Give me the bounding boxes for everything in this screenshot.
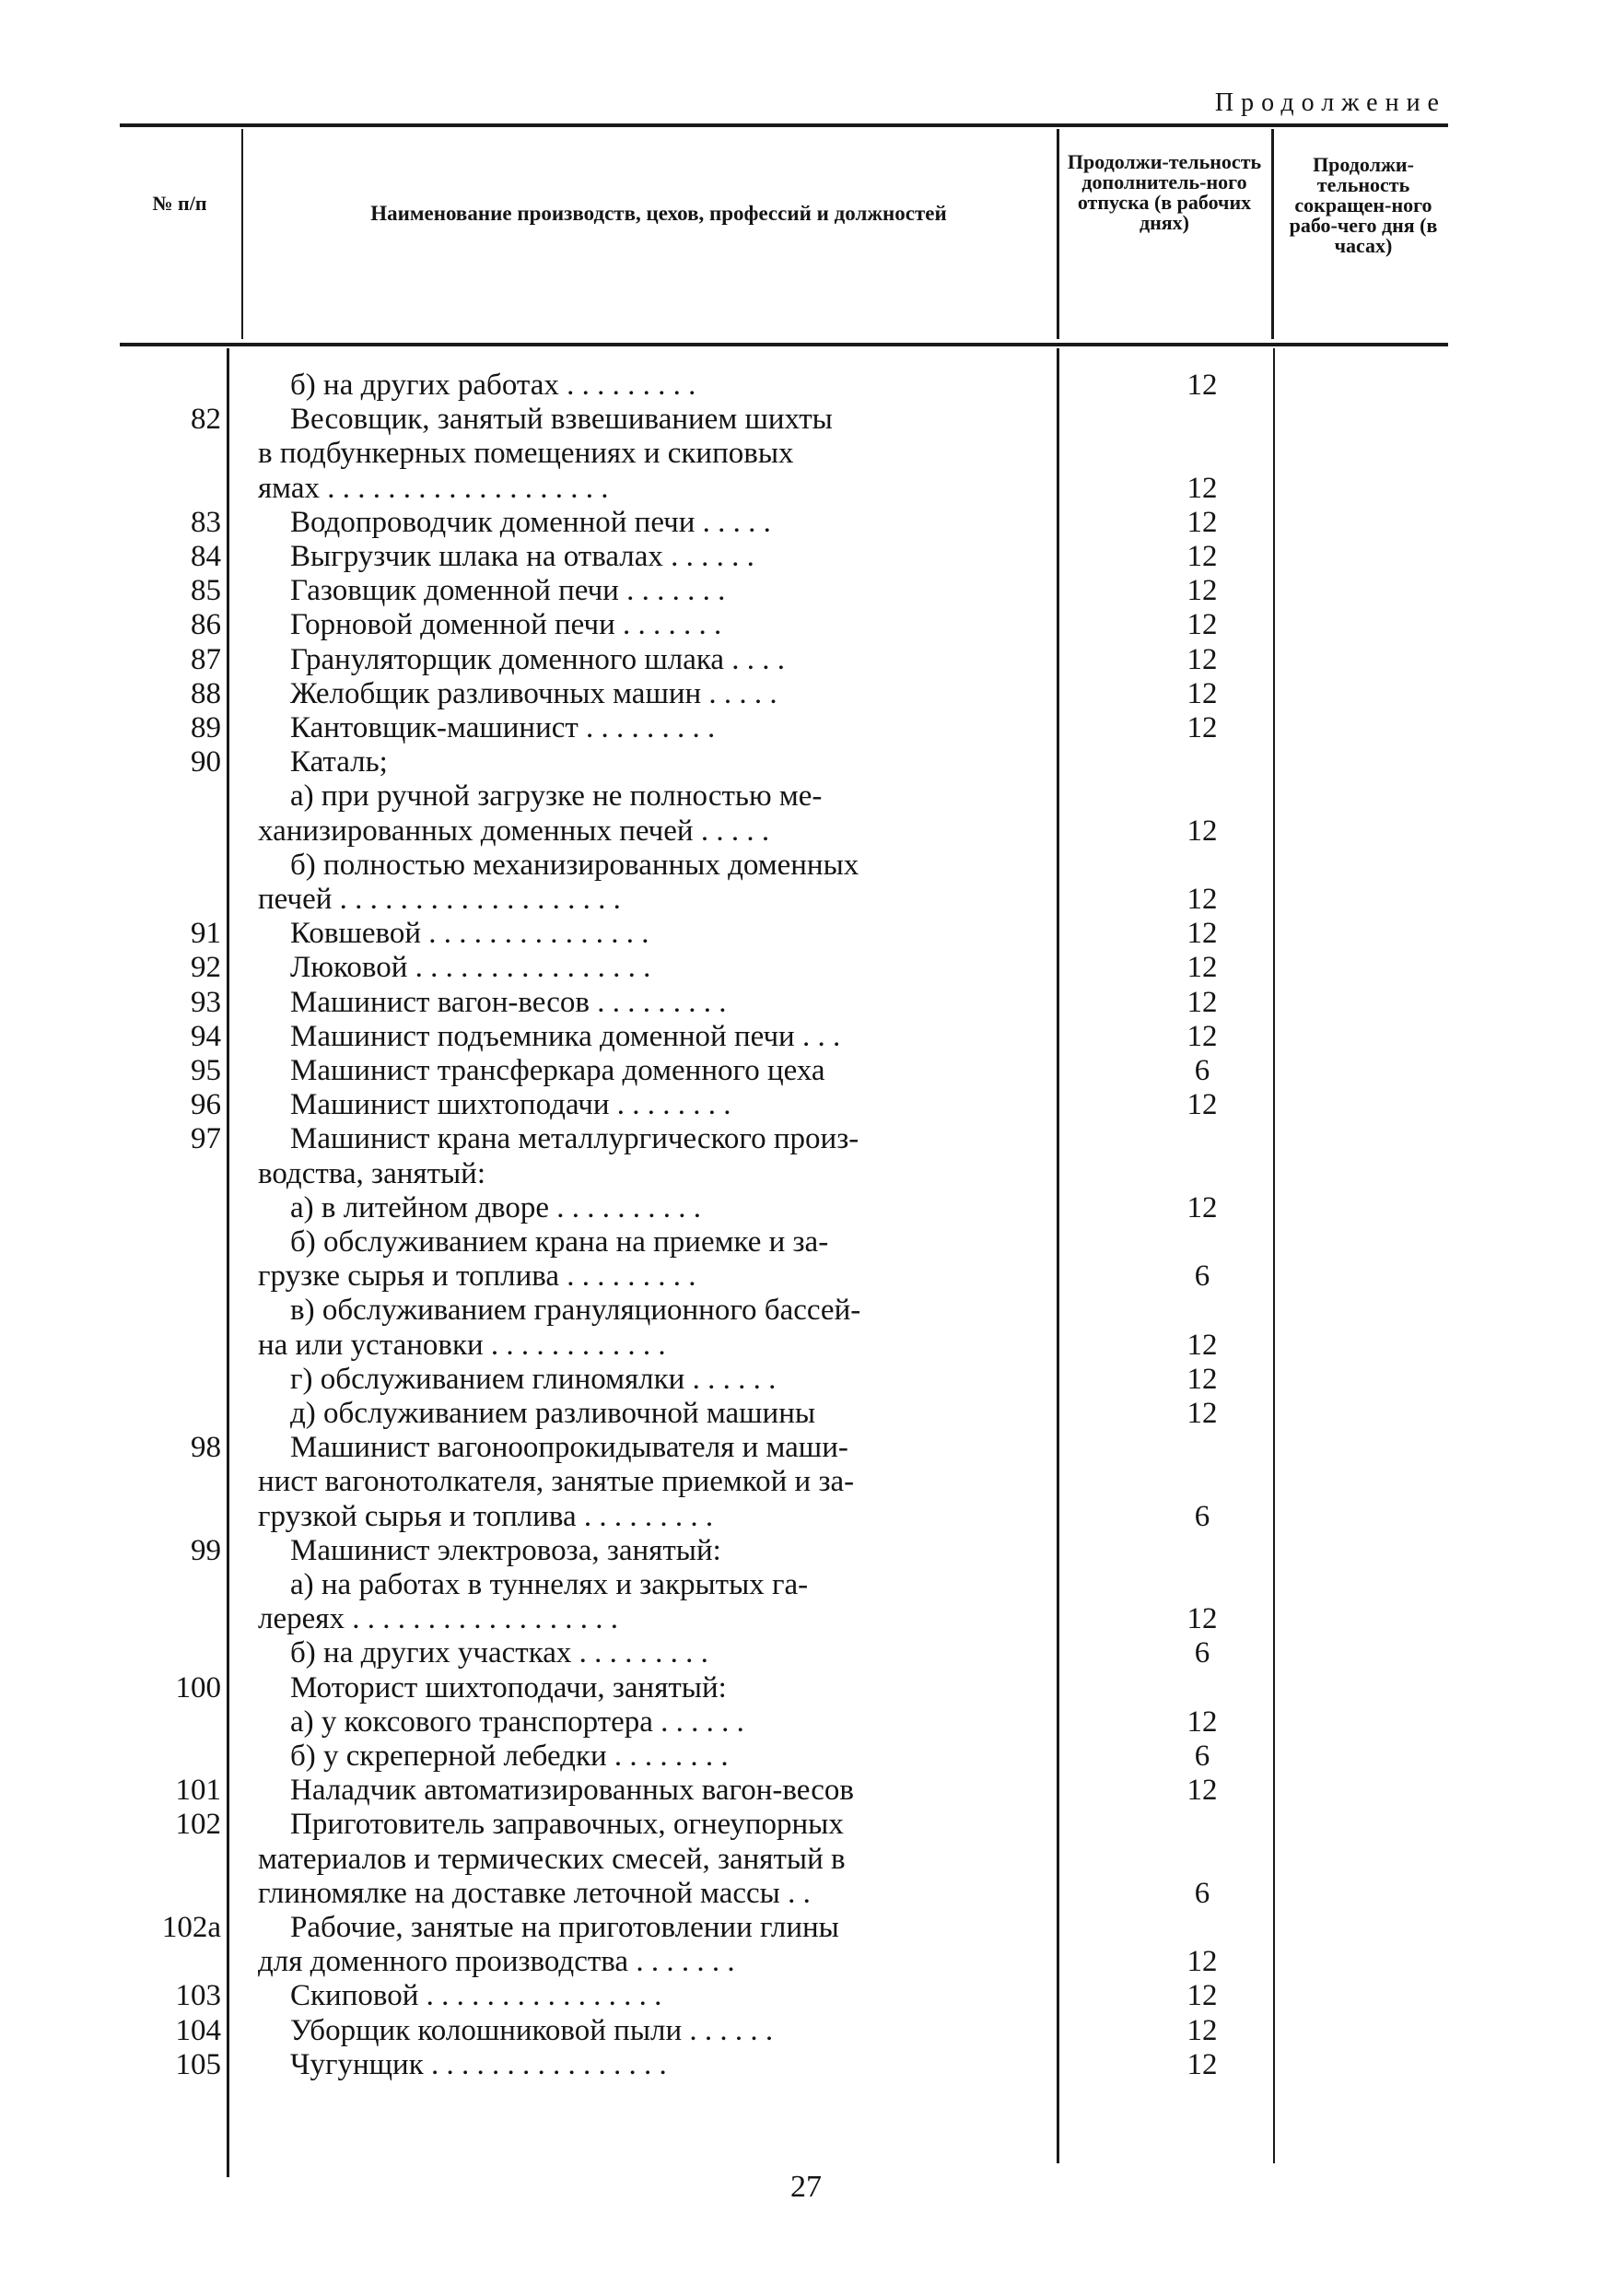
row-number: 100	[175, 1670, 221, 1704]
row-leave-days: 12	[1186, 1190, 1218, 1224]
table-row	[129, 1602, 1455, 1635]
row-occupation: глиномялке на доставке леточной массы . .	[258, 1876, 811, 1910]
row-occupation: водства, занятый:	[258, 1156, 486, 1190]
table-row	[129, 1808, 1455, 1841]
table-row	[129, 1329, 1455, 1362]
row-number: 84	[191, 540, 221, 573]
header-divider-short	[1271, 129, 1274, 339]
table-row	[129, 369, 1455, 402]
table-row	[129, 986, 1455, 1019]
row-number: 102а	[161, 1911, 221, 1944]
row-occupation: Люковой . . . . . . . . . . . . . . . .	[290, 951, 651, 985]
table-row	[129, 1465, 1455, 1498]
row-leave-days: 12	[1186, 2047, 1218, 2081]
row-leave-days: 12	[1186, 711, 1218, 744]
row-number: 97	[191, 1122, 221, 1156]
table-row	[129, 643, 1455, 676]
table-row	[129, 1225, 1455, 1259]
table-row	[129, 1671, 1455, 1704]
row-number: 95	[191, 1054, 221, 1087]
table-row	[129, 745, 1455, 779]
row-occupation: б) у скреперной лебедки . . . . . . . .	[290, 1740, 729, 1773]
table-row	[129, 1911, 1455, 1944]
row-number: 96	[191, 1088, 221, 1122]
table-row	[129, 1157, 1455, 1190]
row-occupation: Ковшевой . . . . . . . . . . . . . . .	[290, 917, 649, 951]
row-occupation: б) на других работах . . . . . . . . .	[290, 369, 696, 402]
continuation-label: Продолжение	[1214, 88, 1446, 117]
table-row	[129, 883, 1455, 916]
table-row	[129, 779, 1455, 813]
row-number: 101	[175, 1774, 221, 1808]
row-occupation: в подбункерных помещениях и скиповых	[258, 437, 794, 471]
row-number: 85	[191, 574, 221, 608]
table-row	[129, 1945, 1455, 1978]
row-number: 102	[175, 1808, 221, 1842]
row-occupation: материалов и термических смесей, занятый в	[258, 1842, 846, 1876]
table-row	[129, 1363, 1455, 1396]
row-occupation: г) обслуживанием глиномялки . . . . . .	[290, 1362, 777, 1396]
table-row	[129, 1568, 1455, 1601]
row-occupation: грузке сырья и топлива . . . . . . . . .	[258, 1259, 696, 1294]
row-occupation: Машинист электровоза, занятый:	[290, 1533, 721, 1567]
row-occupation: Кантовщик-машинист . . . . . . . . .	[290, 711, 716, 744]
row-number: 86	[191, 608, 221, 642]
row-leave-days: 6	[1194, 1054, 1210, 1087]
row-occupation: в) обслуживанием грануляционного бассей-	[290, 1294, 861, 1328]
row-leave-days: 12	[1186, 369, 1218, 402]
row-occupation: Машинист крана металлургического произ-	[290, 1122, 859, 1156]
table-row	[129, 1774, 1455, 1807]
row-occupation: Наладчик автоматизированных вагон-весов	[290, 1774, 854, 1808]
row-number: 90	[191, 745, 221, 779]
page-number: 27	[790, 2170, 822, 2204]
row-leave-days: 6	[1194, 1259, 1210, 1294]
table-row	[129, 403, 1455, 436]
row-occupation: Выгрузчик шлака на отвалах . . . . . .	[290, 540, 754, 573]
table-row	[129, 1122, 1455, 1155]
row-occupation: Газовщик доменной печи . . . . . . .	[290, 574, 726, 608]
row-number: 89	[191, 711, 221, 744]
row-occupation: а) при ручной загрузке не полностью ме-	[290, 779, 823, 814]
row-leave-days: 12	[1186, 1088, 1218, 1122]
table-row	[129, 1191, 1455, 1224]
row-leave-days: 12	[1186, 917, 1218, 951]
table-row	[129, 1877, 1455, 1910]
row-occupation: Горновой доменной печи . . . . . . .	[290, 608, 722, 642]
row-leave-days: 12	[1186, 1362, 1218, 1396]
table-row	[129, 917, 1455, 950]
table-row	[129, 814, 1455, 848]
row-number: 92	[191, 951, 221, 985]
row-occupation: д) обслуживанием разливочной машины	[290, 1397, 816, 1430]
row-number: 103	[175, 1979, 221, 2013]
row-leave-days: 12	[1186, 1979, 1218, 2013]
row-occupation: Грануляторщик доменного шлака . . . .	[290, 642, 786, 676]
row-occupation: Каталь;	[290, 745, 388, 779]
row-occupation: Водопроводчик доменной печи . . . . .	[290, 505, 771, 539]
row-occupation: ямах . . . . . . . . . . . . . . . . . . .	[258, 471, 609, 505]
table-row	[129, 608, 1455, 641]
row-occupation: Машинист вагон-весов . . . . . . . . .	[290, 985, 727, 1019]
row-occupation: Машинист трансферкара доменного цеха	[290, 1054, 825, 1087]
header-divider-num	[241, 129, 243, 339]
row-leave-days: 6	[1194, 1636, 1210, 1670]
row-leave-days: 6	[1194, 1876, 1210, 1910]
row-occupation: а) на работах в туннелях и закрытых га-	[290, 1568, 809, 1601]
row-leave-days: 12	[1186, 1019, 1218, 1053]
table-row	[129, 1259, 1455, 1293]
table-row	[129, 677, 1455, 710]
row-occupation: б) на других участках . . . . . . . . .	[290, 1636, 708, 1670]
row-occupation: Машинист шихтоподачи . . . . . . . .	[290, 1088, 731, 1122]
table-row	[129, 1431, 1455, 1464]
row-occupation: Уборщик колошниковой пыли . . . . . .	[290, 2013, 774, 2047]
row-leave-days: 6	[1194, 1499, 1210, 1533]
table-row	[129, 849, 1455, 882]
table-row	[129, 1843, 1455, 1876]
row-leave-days: 12	[1186, 883, 1218, 916]
table-row	[129, 1705, 1455, 1739]
row-occupation: Рабочие, занятые на приготовлении глины	[290, 1911, 839, 1944]
table-row	[129, 1500, 1455, 1533]
row-leave-days: 12	[1186, 540, 1218, 573]
row-occupation: лереях . . . . . . . . . . . . . . . . . .	[258, 1602, 618, 1636]
row-occupation: Чугунщик . . . . . . . . . . . . . . . .	[290, 2047, 667, 2081]
row-number: 104	[175, 2013, 221, 2047]
row-leave-days: 12	[1186, 1774, 1218, 1808]
table-row	[129, 711, 1455, 744]
row-leave-days: 12	[1186, 2013, 1218, 2047]
row-number: 82	[191, 403, 221, 437]
table-top-rule	[120, 123, 1448, 127]
row-occupation: Скиповой . . . . . . . . . . . . . . . .	[290, 1979, 662, 2013]
row-number: 105	[175, 2047, 221, 2081]
row-occupation: для доменного производства . . . . . . .	[258, 1945, 735, 1979]
row-number: 87	[191, 642, 221, 676]
row-occupation: печей . . . . . . . . . . . . . . . . . . .	[258, 883, 621, 916]
table-row	[129, 1294, 1455, 1327]
row-leave-days: 12	[1186, 676, 1218, 710]
row-occupation: а) в литейном дворе . . . . . . . . . .	[290, 1190, 702, 1224]
row-occupation: Моторист шихтоподачи, занятый:	[290, 1670, 727, 1704]
row-number: 83	[191, 505, 221, 539]
table-row	[129, 1636, 1455, 1669]
row-number: 91	[191, 917, 221, 951]
row-occupation: нист вагонотолкателя, занятые приемкой и за-	[258, 1465, 855, 1499]
row-leave-days: 12	[1186, 1602, 1218, 1636]
row-leave-days: 6	[1194, 1740, 1210, 1773]
row-leave-days: 12	[1186, 642, 1218, 676]
row-number: 99	[191, 1533, 221, 1567]
column-header-number: № п/п	[152, 192, 207, 215]
row-occupation: Желобщик разливочных машин . . . . .	[290, 676, 777, 710]
table-row	[129, 1979, 1455, 2012]
row-number: 93	[191, 985, 221, 1019]
table-row	[129, 1534, 1455, 1567]
row-occupation: а) у коксового транспортера . . . . . .	[290, 1704, 744, 1739]
column-header-short-day: Продолжи-тельность сокращен-ного рабо-чего дня (в часах)	[1289, 153, 1438, 257]
row-leave-days: 12	[1186, 1704, 1218, 1739]
row-occupation: ханизированных доменных печей . . . . .	[258, 814, 770, 848]
table-row	[129, 2048, 1455, 2081]
table-row	[129, 1397, 1455, 1430]
row-number: 98	[191, 1431, 221, 1465]
row-number: 94	[191, 1019, 221, 1053]
row-occupation: грузкой сырья и топлива . . . . . . . . .	[258, 1499, 714, 1533]
row-occupation: Машинист подъемника доменной печи . . .	[290, 1019, 841, 1053]
row-occupation: б) обслуживанием крана на приемке и за-	[290, 1225, 829, 1259]
row-occupation: б) полностью механизированных доменных	[290, 848, 859, 882]
row-leave-days: 12	[1186, 574, 1218, 608]
row-leave-days: 12	[1186, 608, 1218, 642]
row-leave-days: 12	[1186, 814, 1218, 848]
table-row	[129, 1740, 1455, 1773]
column-header-leave: Продолжи-тельность дополнитель-ного отпуска (в рабочих днях)	[1067, 150, 1262, 234]
row-leave-days: 12	[1186, 985, 1218, 1019]
table-row	[129, 2014, 1455, 2047]
table-row	[129, 540, 1455, 573]
table-row	[129, 951, 1455, 984]
header-bottom-rule	[120, 343, 1448, 346]
row-leave-days: 12	[1186, 1328, 1218, 1362]
table-row	[129, 1088, 1455, 1121]
table-row	[129, 437, 1455, 470]
table-row	[129, 1020, 1455, 1053]
row-leave-days: 12	[1186, 505, 1218, 539]
table-row	[129, 574, 1455, 607]
row-occupation: Весовщик, занятый взвешиванием шихты	[290, 403, 833, 437]
table-row	[129, 472, 1455, 505]
column-header-name: Наименование производств, цехов, профессий и должностей	[370, 202, 947, 225]
table-row	[129, 1054, 1455, 1087]
table-row	[129, 506, 1455, 539]
row-occupation: Машинист вагоноопрокидывателя и маши-	[290, 1431, 848, 1465]
row-occupation: на или установки . . . . . . . . . . . .	[258, 1328, 666, 1362]
row-number: 88	[191, 676, 221, 710]
row-occupation: Приготовитель заправочных, огнеупорных	[290, 1808, 844, 1842]
row-leave-days: 12	[1186, 1397, 1218, 1430]
row-leave-days: 12	[1186, 951, 1218, 985]
row-leave-days: 12	[1186, 1945, 1218, 1979]
row-leave-days: 12	[1186, 471, 1218, 505]
